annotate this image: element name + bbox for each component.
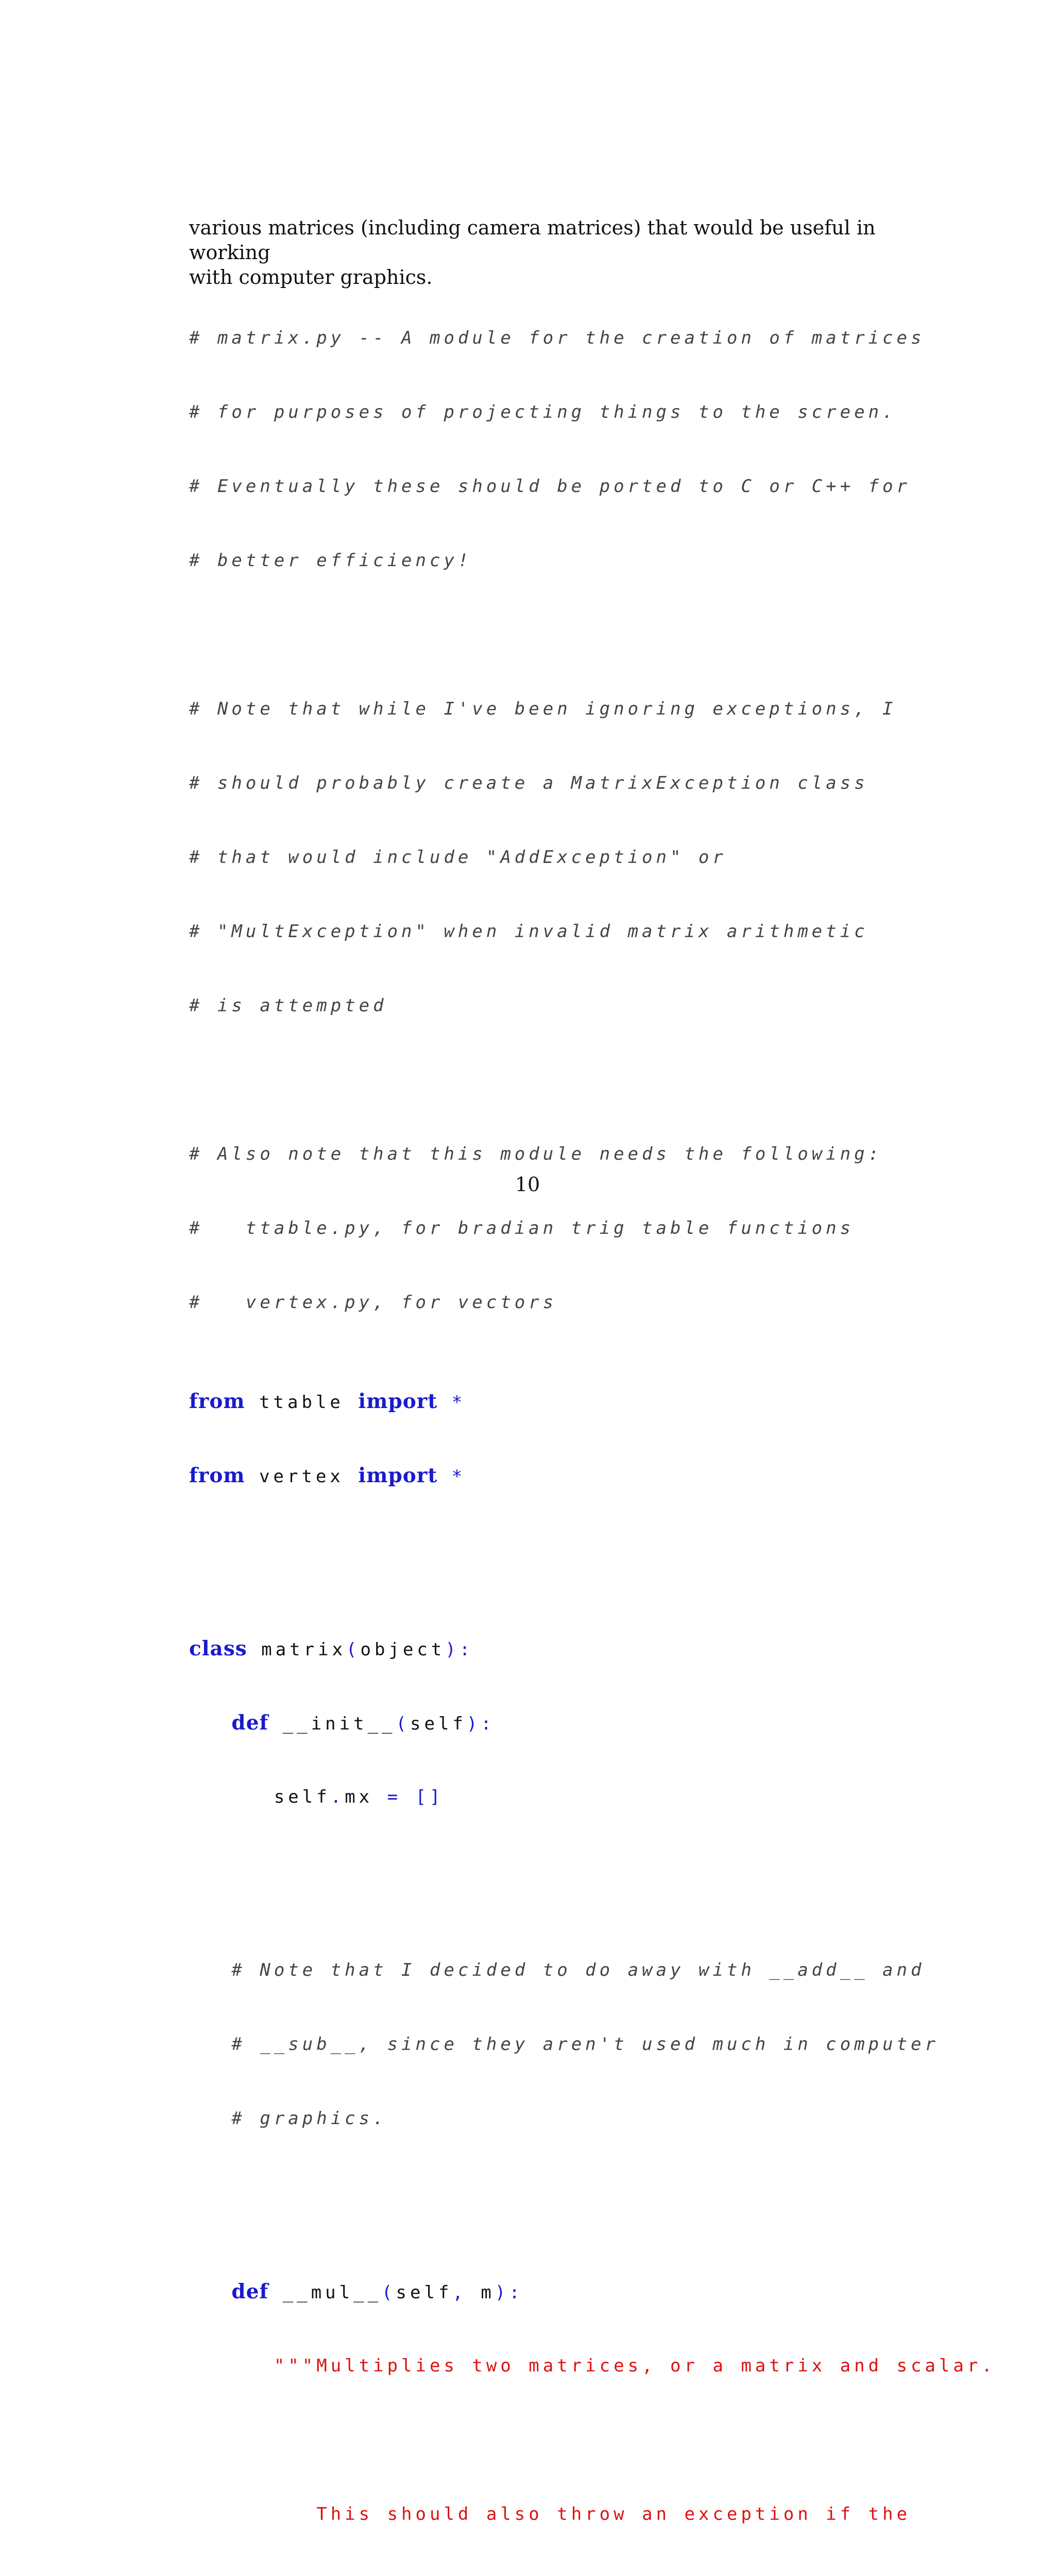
comma: , xyxy=(452,2282,481,2303)
comment-text: # __sub__, since they aren't used much in computer xyxy=(231,2034,939,2055)
code-comment: # better efficiency! xyxy=(189,550,472,571)
code-comment: # Eventually these should be ported to C or C++ for xyxy=(189,476,911,497)
method-name: __init__ xyxy=(268,1714,396,1734)
blank-line xyxy=(189,1537,951,1562)
code-listing xyxy=(189,276,996,2576)
code-comment: # Note that while I've been ignoring exceptions, I xyxy=(189,699,897,719)
method-name: __mul__ xyxy=(268,2282,382,2303)
paren: ( xyxy=(396,1714,410,1734)
param-m: m xyxy=(481,2282,495,2303)
self-ref: self xyxy=(274,1787,331,1807)
docstring-text: """Multiplies two matrices, or a matrix and scalar. xyxy=(274,2355,996,2376)
code-comment: # matrix.py -- A module for the creation of matrices xyxy=(189,328,925,348)
page-number: 10 xyxy=(515,1173,540,1196)
code-comment: # that would include "AddException" or xyxy=(189,847,727,868)
code-comment: # vertex.py, for vectors xyxy=(189,1292,557,1313)
init-body xyxy=(189,1785,951,1809)
paren: ) xyxy=(445,1639,460,1660)
blank-line xyxy=(189,2428,951,2452)
code-comment xyxy=(189,1958,951,1982)
import-star: * xyxy=(437,1392,466,1413)
base-class: object xyxy=(360,1639,446,1660)
paren: ( xyxy=(382,2282,396,2303)
docstring-text: This should also throw an exception if the xyxy=(316,2504,911,2524)
mul-definition xyxy=(189,2279,951,2304)
code-comment xyxy=(189,2032,951,2057)
class-definition xyxy=(189,1636,951,1661)
colon: : xyxy=(481,1714,495,1734)
blank-line xyxy=(189,1859,951,1884)
keyword-import: import xyxy=(358,1464,438,1487)
keyword-import: import xyxy=(358,1389,438,1413)
param-self: self xyxy=(396,2282,453,2303)
comment-text: # Note that I decided to do away with __add__ and xyxy=(231,1960,925,1980)
init-definition xyxy=(189,1710,951,1735)
code-comment: # should probably create a MatrixException class xyxy=(189,773,869,793)
intro-line-1: various matrices (including camera matrices) that would be useful in working xyxy=(189,216,876,264)
code-comment xyxy=(189,2106,951,2131)
code-comment: # for purposes of projecting things to the screen. xyxy=(189,402,897,422)
blank-line xyxy=(189,1067,951,1092)
dot: . xyxy=(330,1787,345,1807)
paren: ) xyxy=(466,1714,481,1734)
keyword-def: def xyxy=(231,1711,269,1735)
keyword-from: from xyxy=(189,1464,245,1487)
docstring-line xyxy=(189,2502,951,2527)
class-name: matrix xyxy=(247,1639,347,1660)
colon: : xyxy=(459,1639,474,1660)
colon: : xyxy=(509,2282,523,2303)
code-comment: # "MultException" when invalid matrix arithmetic xyxy=(189,921,869,942)
code-comment: # ttable.py, for bradian trig table functions xyxy=(189,1218,855,1239)
import-star: * xyxy=(437,1466,466,1487)
paren: ( xyxy=(346,1639,361,1660)
keyword-class: class xyxy=(189,1637,247,1660)
blank-line xyxy=(189,2180,951,2205)
keyword-from: from xyxy=(189,1389,245,1413)
paren: ) xyxy=(495,2282,509,2303)
param-self: self xyxy=(410,1714,467,1734)
docstring-line xyxy=(189,2353,996,2378)
blank-line xyxy=(189,622,951,647)
code-comment: # Also note that this module needs the following: xyxy=(189,1144,883,1164)
comment-text: # graphics. xyxy=(231,2108,387,2129)
empty-list: [] xyxy=(415,1787,444,1807)
attr-mx: mx xyxy=(345,1787,373,1807)
code-comment: # is attempted xyxy=(189,995,387,1016)
import-line-vertex xyxy=(189,1463,951,1488)
intro-line-2: with computer graphics. xyxy=(189,266,433,289)
module-name: ttable xyxy=(245,1392,359,1413)
assign: = xyxy=(373,1787,416,1807)
module-name: vertex xyxy=(245,1466,359,1487)
keyword-def: def xyxy=(231,2280,269,2303)
import-line-ttable xyxy=(189,1389,951,1414)
